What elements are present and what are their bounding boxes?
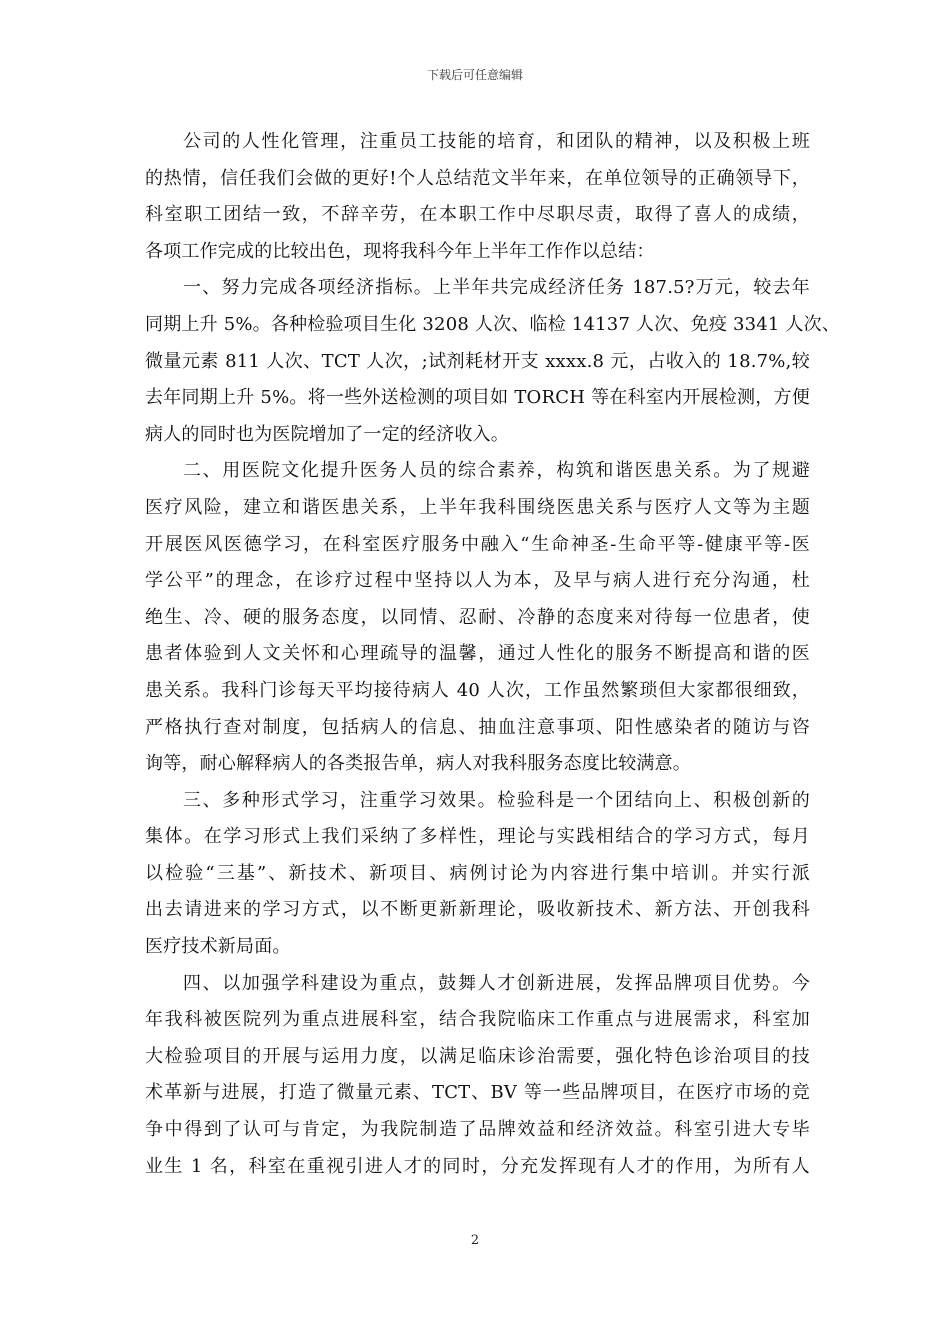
text-line: 四、以加强学科建设为重点，鼓舞人才创新进展，发挥品牌项目优势。今 [183, 972, 810, 994]
text-line: 微量元素 811 人次、TCT 人次，;试剂耗材开支 xxxx.8 元，占收入的 18.7%,较 [145, 350, 810, 372]
text-line: 年我科被医院列为重点进展科室，结合我院临床工作重点与进展需求，科室加 [145, 1009, 810, 1031]
text-line: 患者体验到人文关怀和心理疏导的温馨，通过人性化的服务不断提高和谐的医 [145, 643, 810, 665]
text-line: 争中得到了认可与肯定，为我院制造了品牌效益和经济效益。科室引进大专毕 [145, 1119, 810, 1141]
text-line: 一、努力完成各项经济指标。上半年共完成经济任务 187.5?万元，较去年 [183, 277, 810, 299]
page-number: 2 [470, 1233, 480, 1248]
text-line: 询等，耐心解释病人的各类报告单，病人对我科服务态度比较满意。 [145, 753, 691, 775]
text-line: 的热情，信任我们会做的更好!个人总结范文半年来，在单位领导的正确领导下， [145, 167, 810, 189]
text-line: 术革新与进展，打造了微量元素、TCT、BV 等一些品牌项目，在医疗市场的竞 [145, 1082, 810, 1104]
text-line: 集体。在学习形式上我们采纳了多样性，理论与实践相结合的学习方式，每月 [145, 826, 810, 848]
text-line: 医疗技术新局面。 [145, 936, 291, 958]
text-line: 患关系。我科门诊每天平均接待病人 40 人次，工作虽然繁琐但大家都很细致， [145, 679, 810, 701]
text-line: 科室职工团结一致，不辞辛劳，在本职工作中尽职尽责，取得了喜人的成绩， [145, 204, 810, 226]
text-line: 严格执行查对制度，包括病人的信息、抽血注意事项、阳性感染者的随访与咨 [145, 716, 810, 738]
text-line: 病人的同时也为医院增加了一定的经济收入。 [145, 423, 509, 445]
text-line: 二、用医院文化提升医务人员的综合素养，构筑和谐医患关系。为了规避 [183, 460, 810, 482]
document-body [145, 124, 841, 1185]
text-line: 学公平”的理念，在诊疗过程中坚持以人为本，及早与病人进行充分沟通，杜 [145, 570, 810, 592]
text-line: 公司的人性化管理，注重员工技能的培育，和团队的精神，以及积极上班 [183, 131, 810, 152]
text-line: 大检验项目的开展与运用力度，以满足临床诊治需要，强化特色诊治项目的技 [145, 1045, 810, 1067]
text-line: 绝生、冷、硬的服务态度，以同情、忍耐、冷静的态度来对待每一位患者，使 [145, 606, 810, 628]
text-line: 医疗风险，建立和谐医患关系，上半年我科围绕医患关系与医疗人文等为主题 [145, 496, 810, 518]
text-line: 开展医风医德学习，在科室医疗服务中融入“生命神圣-生命平等-健康平等-医 [145, 533, 810, 555]
text-line: 去年同期上升 5%。将一些外送检测的项目如 TORCH 等在科室内开展检测，方便 [145, 387, 810, 409]
text-line: 三、多种形式学习，注重学习效果。检验科是一个团结向上、积极创新的 [183, 789, 810, 811]
text-line: 同期上升 5%。各种检验项目生化 3208 人次、临检 14137 人次、免疫 3341 人次、 [145, 313, 841, 335]
text-line: 以检验“三基”、新技术、新项目、病例讨论为内容进行集中培训。并实行派 [145, 862, 810, 884]
text-line: 出去请进来的学习方式，以不断更新新理论，吸收新技术、新方法、开创我科 [145, 899, 810, 921]
text-line: 业生 1 名，科室在重视引进人才的同时，分充发挥现有人才的作用，为所有人 [145, 1155, 810, 1177]
text-line: 各项工作完成的比较出色，现将我科今年上半年工作作以总结： [145, 240, 655, 262]
page-header: 下载后可任意编辑 [426, 68, 523, 82]
